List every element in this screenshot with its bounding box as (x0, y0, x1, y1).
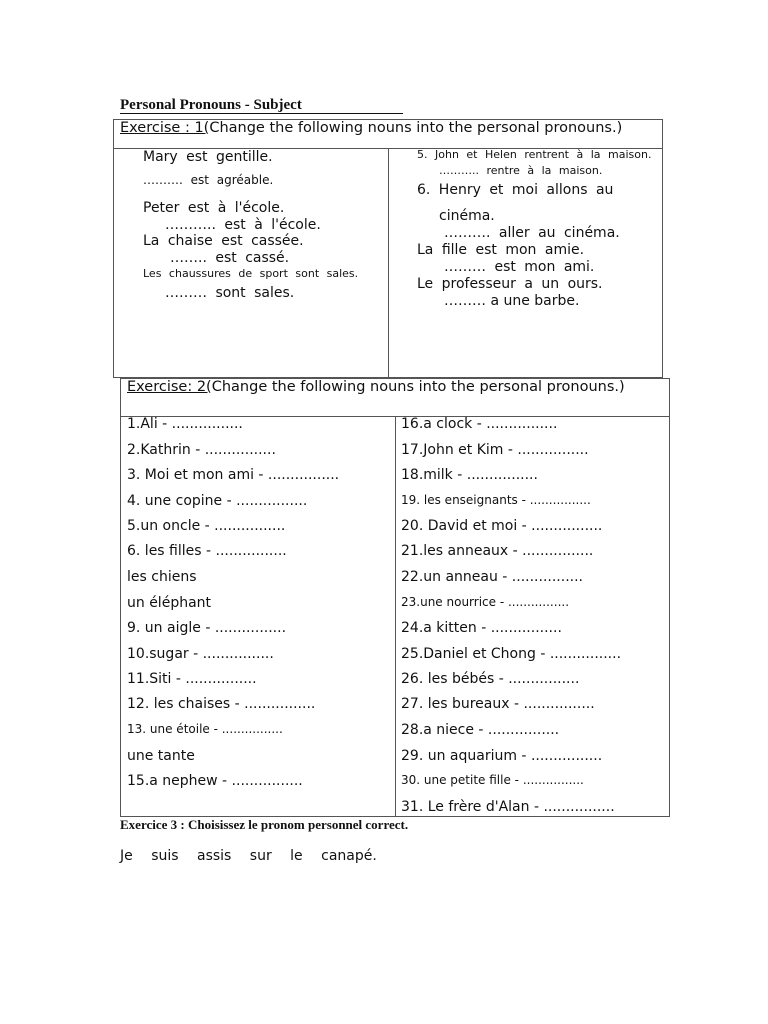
ex2-item: 9. un aigle - ................ (127, 620, 287, 636)
exercise-1-box (113, 119, 663, 378)
exercise-2-header (121, 379, 669, 417)
ex2-item: 15.a nephew - ................ (127, 773, 303, 789)
ex1-right-line: 5. John et Helen rentrent à la maison. (417, 148, 652, 161)
ex2-item: 30. une petite fille - ................ (401, 773, 584, 787)
exercise-2-title: Exercise: 2(Change the following nouns into the personal pronouns.) (127, 379, 625, 395)
ex2-item: 1.Ali - ................ (127, 416, 243, 432)
ex2-item: 2.Kathrin - ................ (127, 442, 276, 458)
exercise-2-divider (395, 416, 396, 816)
ex1-left-line: ……… sont sales. (165, 285, 295, 301)
exercise-3-title: Exercice 3 : Choisissez le pronom personnel correct. (120, 817, 409, 832)
exercise-1-header (114, 120, 662, 149)
ex2-item: un éléphant (127, 595, 212, 611)
ex1-left-line: La chaise est cassée. (143, 233, 304, 249)
ex2-item: 19. les enseignants - ................ (401, 493, 591, 507)
ex2-item: 17.John et Kim - ................ (401, 442, 589, 458)
ex1-left-line: ……….. est à l'école. (165, 217, 321, 233)
ex1-right-line: cinéma. (439, 208, 495, 224)
ex2-item: 22.un anneau - ................ (401, 569, 584, 585)
ex1-right-line: ……… est mon ami. (444, 259, 595, 275)
ex2-item: 3. Moi et mon ami - ................ (127, 467, 340, 483)
ex2-item: 20. David et moi - ................ (401, 518, 603, 534)
ex2-item: 12. les chaises - ................ (127, 696, 316, 712)
ex1-left-line: Les chaussures de sport sont sales. (143, 267, 359, 280)
ex2-item: les chiens (127, 569, 197, 585)
ex1-right-line: La fille est mon amie. (417, 242, 585, 258)
title-underline (120, 113, 403, 114)
ex2-item: 26. les bébés - ................ (401, 671, 580, 687)
ex2-item: 29. un aquarium - ................ (401, 748, 603, 764)
exercise-3-sentence: Je suis assis sur le canapé. (120, 848, 377, 864)
ex2-item: 4. une copine - ................ (127, 493, 308, 509)
ex2-item: 27. les bureaux - ................ (401, 696, 595, 712)
ex1-left-line: …….. est cassé. (170, 250, 290, 266)
ex2-item: 11.Siti - ................ (127, 671, 257, 687)
ex1-left-line: ………. est agréable. (143, 173, 274, 187)
exercise-1-title: Exercise : 1(Change the following nouns into the personal pronouns.) (120, 120, 623, 136)
exercise-2-box (120, 378, 670, 817)
ex2-item: 6. les filles - ................ (127, 543, 287, 559)
ex2-item: 5.un oncle - ................ (127, 518, 286, 534)
ex1-right-line: ……….. rentre à la maison. (439, 164, 603, 177)
ex2-item: 16.a clock - ................ (401, 416, 558, 432)
page-title: Personal Pronouns - Subject (120, 97, 302, 113)
ex2-item: 24.a kitten - ................ (401, 620, 562, 636)
ex1-left-line: Peter est à l'école. (143, 200, 285, 216)
ex2-item: 25.Daniel et Chong - ................ (401, 646, 622, 662)
ex1-left-line: Mary est gentille. (143, 149, 273, 165)
ex1-right-line: Le professeur a un ours. (417, 276, 603, 292)
ex2-item: 23.une nourrice - ................ (401, 595, 570, 609)
ex1-right-line: ……… a une barbe. (444, 293, 580, 309)
ex1-right-line: ………. aller au cinéma. (444, 225, 620, 241)
ex2-item: 10.sugar - ................ (127, 646, 274, 662)
exercise-1-divider (388, 148, 389, 377)
ex2-item: 31. Le frère d'Alan - ................ (401, 799, 615, 815)
ex2-item: 21.les anneaux - ................ (401, 543, 594, 559)
ex2-item: 28.a niece - ................ (401, 722, 560, 738)
ex2-item: 13. une étoile - ................ (127, 722, 283, 736)
ex2-item: une tante (127, 748, 195, 764)
ex2-item: 18.milk - ................ (401, 467, 538, 483)
ex1-right-line: 6. Henry et moi allons au (417, 182, 614, 198)
